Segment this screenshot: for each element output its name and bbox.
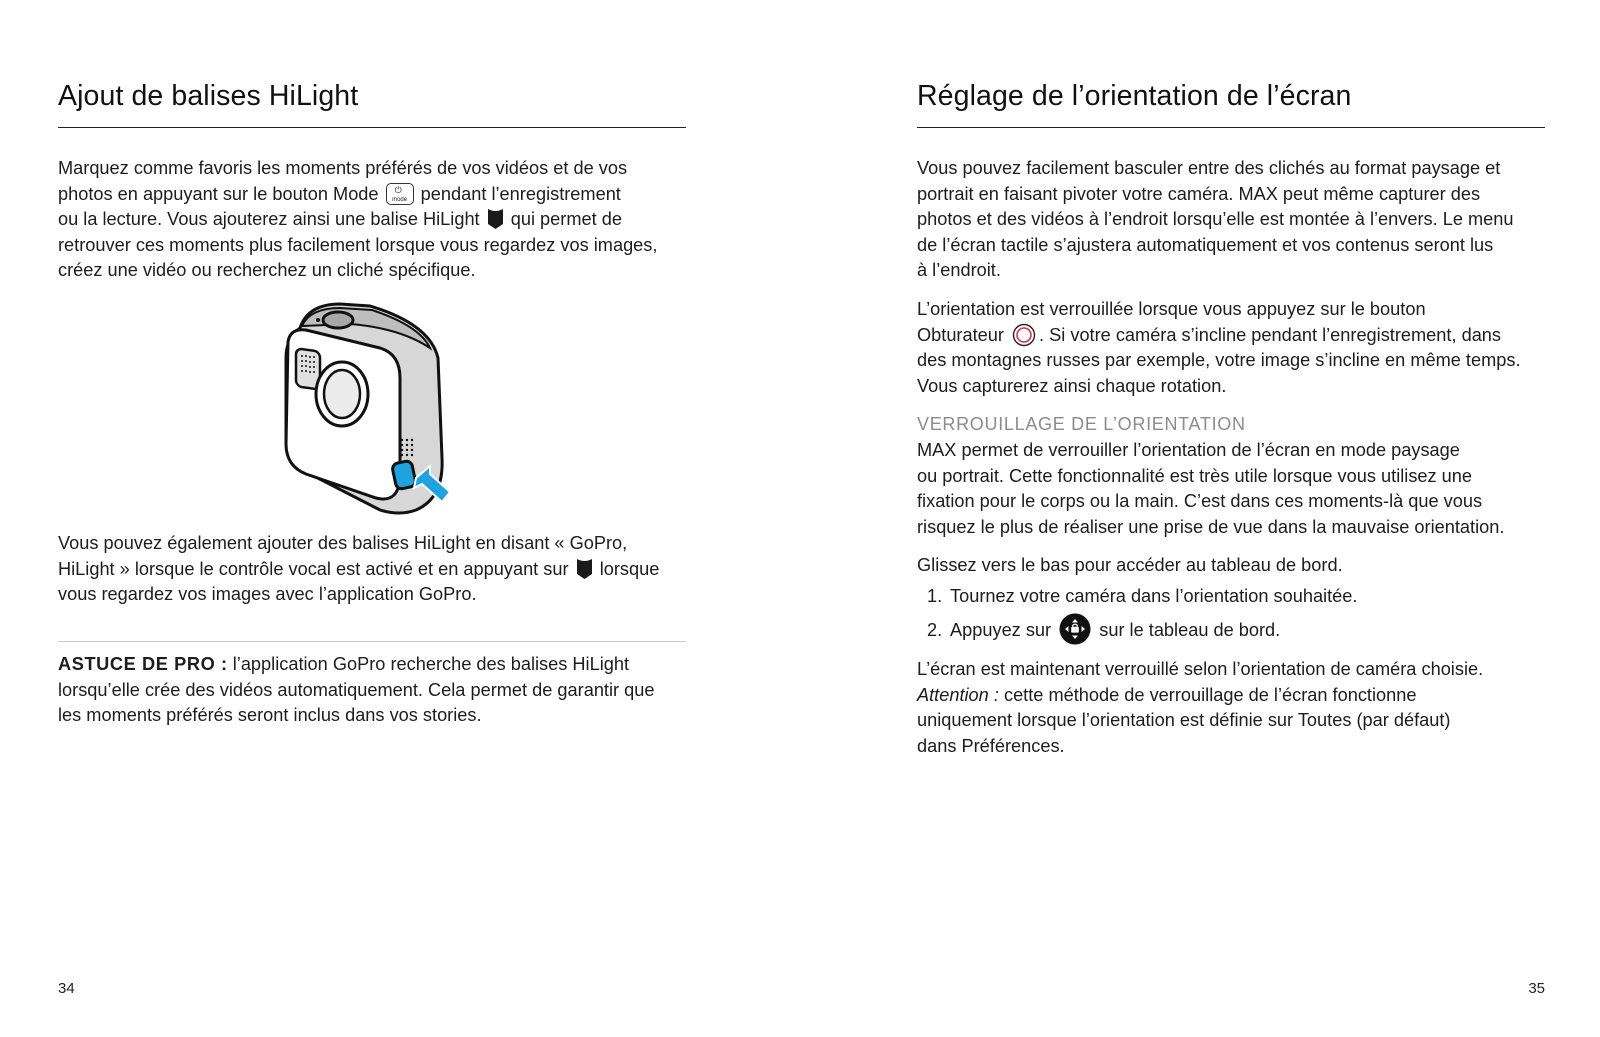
page-number: 34 <box>58 980 75 997</box>
attention-label: Attention : <box>917 684 999 705</box>
right-body <box>917 156 1557 772</box>
mode-button-icon: ⏻ mode <box>386 183 414 205</box>
section-subheading: VERROUILLAGE DE L’ORIENTATION <box>917 414 1246 435</box>
title-rule <box>58 127 686 128</box>
steps-list <box>917 583 1557 647</box>
attention-note: Attention : cette méthode de verrouillage de l’écran fonctionne uniquement lorsque l’orientation est définie sur Toutes (par défaut) dans Préférences. <box>917 684 1451 756</box>
tip-divider <box>58 641 686 642</box>
right-page <box>917 0 1545 1037</box>
page-title: Ajout de balises HiLight <box>58 80 359 112</box>
list-item: 1. Tournez votre caméra dans l’orientation souhaitée. <box>927 585 1358 606</box>
voice-paragraph: Vous pouvez également ajouter des balises HiLight en disant « GoPro, HiLight » lorsque le contrôle vocal est activé et en appuyant sur lorsque vous regardez vos images avec l’application GoPro. <box>58 533 660 605</box>
camera-illustration <box>280 298 520 518</box>
pro-tip: ASTUCE DE PRO : l’application GoPro recherche des balises HiLight lorsqu’elle crée des vidéos automatiquement. Cela permet de garantir que les moments préférés seront inclus dans vos stories. <box>58 654 655 726</box>
left-page <box>58 0 686 1037</box>
orientation-lock-icon <box>1059 613 1091 645</box>
locked-statement: L’écran est maintenant verrouillé selon l’orientation de caméra choisie. <box>917 658 1484 679</box>
shutter-paragraph: L’orientation est verrouillée lorsque vous appuyez sur le bouton Obturateur . Si votre caméra s’incline pendant l’enregistrement, dans des montagnes russes par exemple, votre image s’incline en même temps. Vous capturerez ainsi chaque rotation. <box>917 298 1521 396</box>
shutter-button-icon <box>1012 323 1036 347</box>
list-item: 2. Appuyez sur sur le tableau de bord. <box>917 613 1557 647</box>
hilight-tag-icon <box>576 558 593 580</box>
orientation-paragraph: Vous pouvez facilement basculer entre des clichés au format paysage et portrait en faisant pivoter votre caméra. MAX peut même capturer des photos et des vidéos à l’endroit lorsqu’elle est montée à l’envers. Le menu de l’écran tactile s’ajustera automatiquement et vos contenus seront lus à l’endroit. <box>917 158 1514 281</box>
lock-paragraph: MAX permet de verrouiller l’orientation de l’écran en mode paysage ou portrait. Cette fonctionnalité est très utile lorsque vous utilisez une fixation pour le corps ou la main. C’est dans ces moments-là que vous risquez le plus de réaliser une prise de vue dans la mauvaise orientation. <box>917 439 1505 537</box>
title-rule <box>917 127 1545 128</box>
page-title: Réglage de l’orientation de l’écran <box>917 80 1352 112</box>
page-number: 35 <box>1528 980 1545 997</box>
hilight-tag-icon <box>487 208 504 230</box>
intro-paragraph: Marquez comme favoris les moments préférés de vos vidéos et de vos photos en appuyant sur le bouton Mode ⏻ mode pendant l’enregistrement ou la lecture. Vous ajouterez ainsi une balise HiLight qui permet de retrouver ces moments plus facilement lorsque vous regardez vos images, créez une vidéo ou recherchez un cliché spécifique. <box>58 158 658 281</box>
dashboard-instruction: Glissez vers le bas pour accéder au tableau de bord. <box>917 555 1343 576</box>
pro-tip-label: ASTUCE DE PRO : <box>58 654 228 674</box>
